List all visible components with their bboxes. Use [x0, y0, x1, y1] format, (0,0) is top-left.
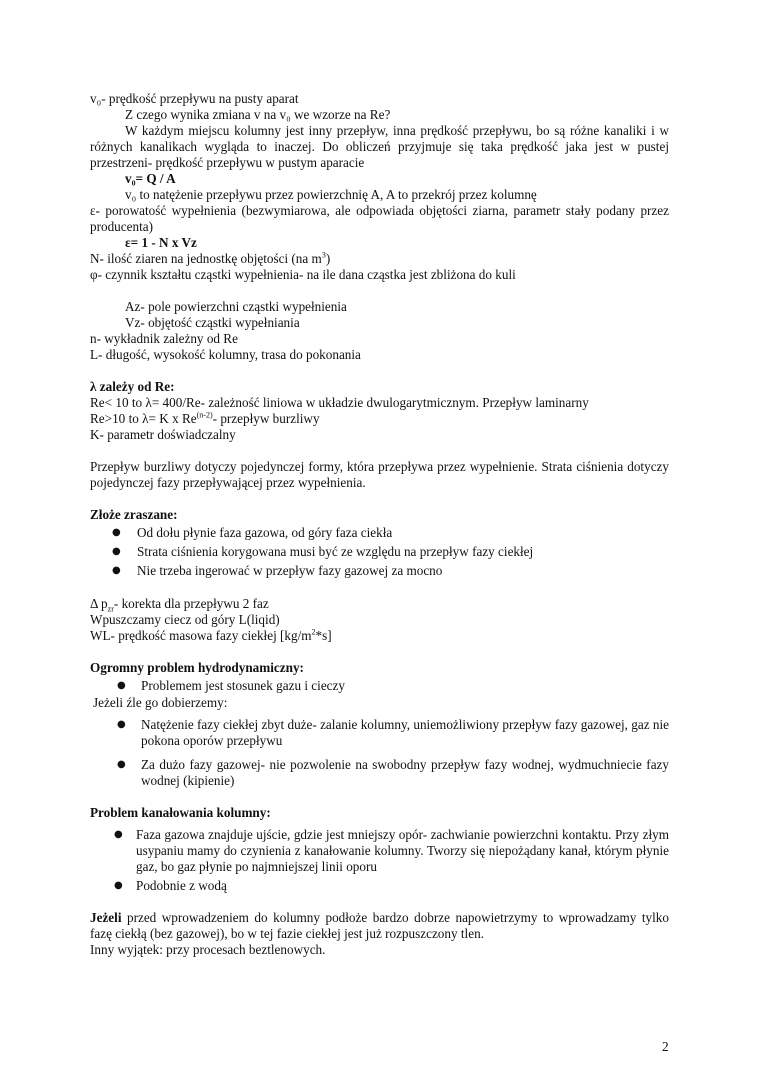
vz-definition: Vz- objętość cząstki wypełniania	[125, 315, 300, 330]
bullet-icon: ●	[112, 527, 121, 538]
turbulent-paragraph: Przepływ burzliwy dotyczy pojedynczej formy, która przepływa przez wypełnienie. Strata ciśnienia dotyczy pojedynczej fazy przepływającej przez wypełnienia.	[90, 459, 669, 490]
channeling-list	[90, 827, 669, 894]
bad-ratio-list	[90, 717, 669, 789]
anaerobic-exception: Inny wyjątek: przy procesach beztlenowych.	[90, 942, 326, 957]
formula-v0: v₀= Q / A	[125, 171, 176, 186]
list-item: ● Za dużo fazy gazowej- nie pozwolenie na swobodny przepływ fazy wodnej, wydmuchniecie fazy wodnej (kipienie)	[117, 757, 669, 788]
n-definition: N- ilość ziaren na jednostkę objętości (na $m^3$)	[90, 250, 331, 266]
az-definition: Az- pole powierzchni cząstki wypełnienia	[125, 299, 347, 314]
n-exponent-definition: n- wykładnik zależny od Re	[90, 331, 238, 346]
re-greater-than-10: Re>10 to λ= K x Re$^{(n-2)}$- przepływ burzliwy	[90, 410, 320, 426]
l-definition: L- długość, wysokość kolumny, trasa do pokonania	[90, 347, 361, 362]
answer-paragraph: W każdym miejscu kolumny jest inny przepływ, inna prędkość przepływu, bo są różne kanaliki i w różnych kanalikach wygląda to inaczej. Do obliczeń przyjmuje się taka prędkość jaka jest w pustej przestrzeni- prędkość przepływu w pustym aparacie	[90, 123, 669, 170]
trickling-bed-list	[90, 523, 669, 580]
re-less-than-10: Re< 10 to λ= 400/Re- zależność liniowa w układzie dwulogarytmicznym. Przepływ laminarny	[90, 395, 589, 410]
bullet-icon: ●	[112, 546, 121, 557]
bullet-icon: ●	[114, 829, 123, 840]
list-item: ● Od dołu płynie faza gazowa, od góry faza ciekła	[112, 525, 393, 540]
formula-epsilon: ε= 1 - N x Vz	[125, 235, 197, 250]
liquid-inlet-line: Wpuszczamy ciecz od góry L(liqid)	[90, 612, 280, 627]
trickling-bed-heading: Złoże zraszane:	[90, 507, 178, 522]
page-number: 2	[662, 1039, 669, 1054]
bullet-icon: ●	[114, 880, 123, 891]
v0-explanation: v₀ to natężenie przepływu przez powierzchnię A, A to przekrój przez kolumnę	[125, 187, 537, 202]
list-item: ● Faza gazowa znajduje ujście, gdzie jest mniejszy opór- zachwianie powierzchni kontaktu. Przy złym usypaniu mamy do czynienia z kanałowanie kolumny. Tworzy się niepożądany kanał, którym płynie gaz, bo gaz płynie po najmniejszej linii oporu	[114, 827, 669, 874]
list-item: ● Podobnie z wodą	[114, 878, 227, 893]
list-item: ● Problemem jest stosunek gazu i cieczy	[117, 678, 345, 693]
v0-definition: v₀- prędkość przepływu na pusty aparat	[90, 91, 299, 106]
channeling-heading: Problem kanałowania kolumny:	[90, 805, 271, 820]
hydrodynamic-list	[90, 676, 669, 695]
list-item: ● Natężenie fazy ciekłej zbyt duże- zalanie kolumny, uniemożliwiony przepływ fazy gazowej, gaz nie pokona oporów przepływu	[117, 717, 669, 748]
bullet-icon: ●	[117, 759, 126, 770]
bullet-icon: ●	[117, 719, 126, 730]
hydrodynamic-heading: Ogromny problem hydrodynamiczny:	[90, 660, 304, 675]
list-item: ● Strata ciśnienia korygowana musi być ze względu na przepływ fazy ciekłej	[112, 544, 534, 559]
list-item: ● Nie trzeba ingerować w przepływ fazy gazowej za mocno	[112, 563, 443, 578]
lambda-heading: λ zależy od Re:	[90, 379, 175, 394]
k-definition: K- parametr doświadczalny	[90, 427, 236, 442]
wl-definition: WL- prędkość masowa fazy ciekłej $[kg/m^2*s]$	[90, 627, 332, 643]
aeration-paragraph: Jeżeli przed wprowadzeniem do kolumny podłoże bardzo dobrze napowietrzymy to wprowadzamy tylko fazę ciekłą (bez gazowej), bo w tej fazie ciekłej jest już rozpuszczony tlen.	[90, 910, 669, 941]
delta-p-definition: Δ $p_{zr}-$ korekta dla przepływu 2 faz	[90, 596, 269, 614]
if-badly-chosen-line: Jeżeli źle go dobierzemy:	[93, 695, 228, 710]
porosity-definition: ε- porowatość wypełnienia (bezwymiarowa, ale odpowiada objętości ziarna, parametr stały podany przez producenta)	[90, 203, 669, 234]
bullet-icon: ●	[117, 680, 126, 691]
document-body	[90, 91, 669, 958]
bullet-icon: ●	[112, 565, 121, 576]
question-line: Z czego wynika zmiana v na v₀ we wzorze na Re?	[125, 107, 391, 122]
phi-definition: φ- czynnik kształtu cząstki wypełnienia- na ile dana cząstka jest zbliżona do kuli	[90, 267, 516, 282]
